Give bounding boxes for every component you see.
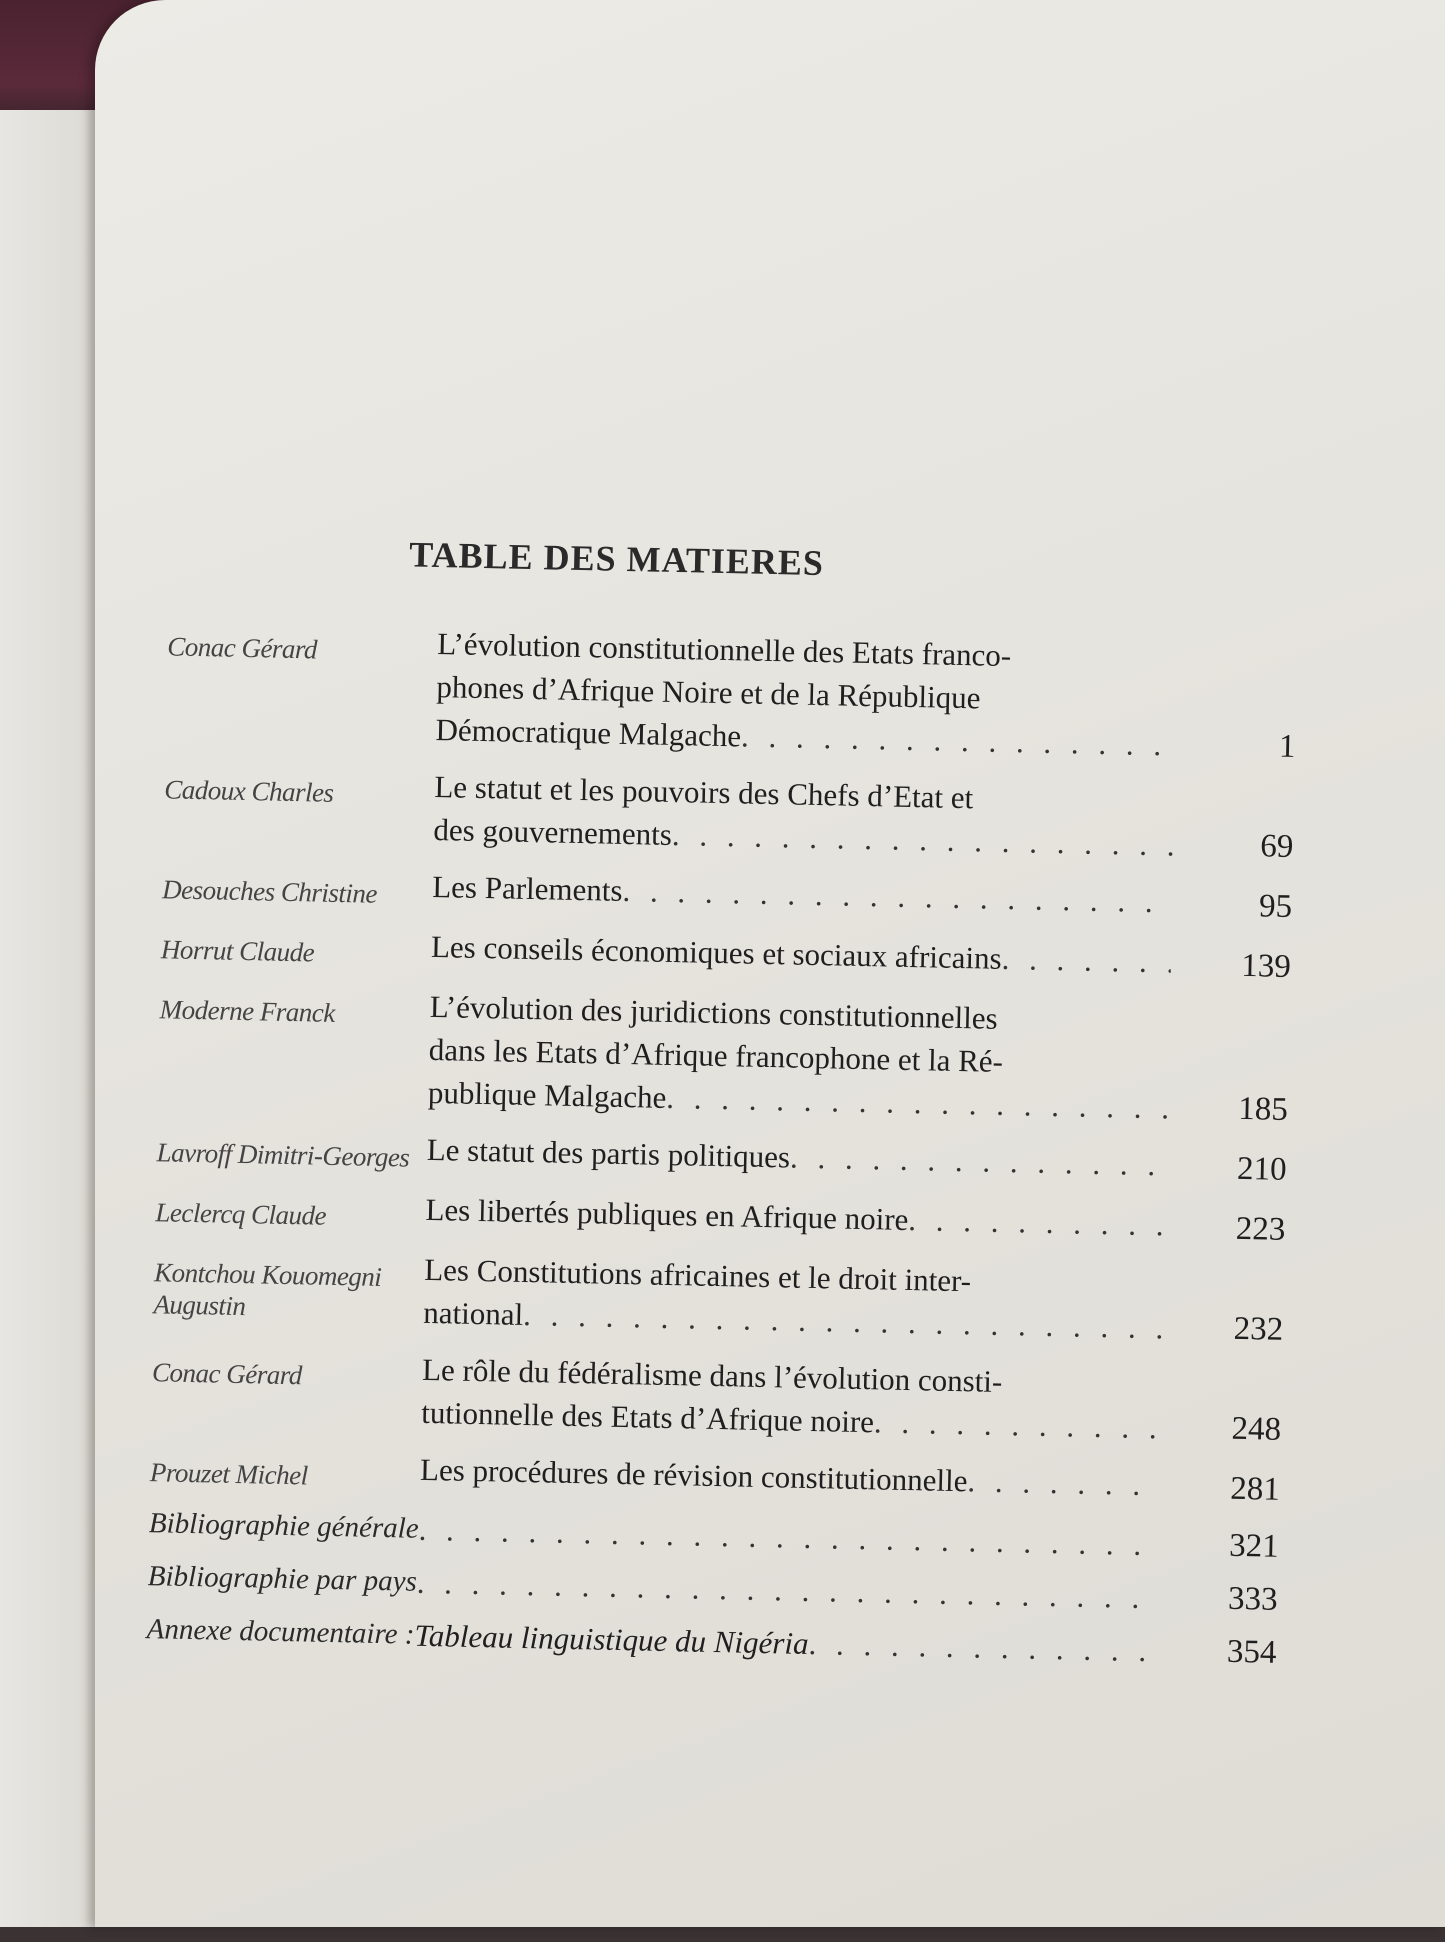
entry-title-line: Le statut des partis politiques xyxy=(426,1131,791,1175)
entry-title xyxy=(423,1248,1165,1349)
leader-dots xyxy=(908,1198,1166,1246)
back-matter-label: Bibliographie par pays xyxy=(147,1560,418,1598)
toc-entry xyxy=(165,616,1297,769)
entry-title-line: publique Malgache xyxy=(427,1074,667,1115)
entry-author: Horrut Claude xyxy=(160,934,315,968)
entry-author: Prouzet Michel xyxy=(149,1457,308,1491)
toc-entry xyxy=(163,759,1295,869)
toc-entry xyxy=(151,1342,1283,1452)
entry-author: Lavroff Dimitri-Georges xyxy=(156,1137,410,1173)
annex-label: Annexe documentaire : xyxy=(146,1613,415,1651)
leader-dots xyxy=(790,1136,1167,1187)
entry-page-number: 139 xyxy=(1240,947,1292,985)
page-title: TABLE DES MATIERES xyxy=(408,534,825,584)
entry-title xyxy=(420,1448,1161,1506)
leader-dots xyxy=(1001,937,1171,984)
toc-entries xyxy=(146,616,1298,1684)
entry-title-line: Les Constitutions africaines et le droit inter- xyxy=(423,1251,972,1299)
entry-title-line: Les conseils économiques et sociaux africains xyxy=(430,928,1003,976)
entry-title xyxy=(431,925,1172,983)
entry-title xyxy=(432,865,1173,923)
entry-page-number: 232 xyxy=(1233,1310,1284,1348)
entry-author: Kontchou Kouomegni Augustin xyxy=(153,1257,382,1322)
back-matter-label: Bibliographie générale xyxy=(148,1507,420,1545)
toc-entry xyxy=(156,1122,1287,1192)
leader-dots xyxy=(808,1622,1157,1672)
entry-page-number: 185 xyxy=(1237,1090,1289,1128)
entry-title xyxy=(425,1188,1166,1246)
back-matter-page-number: 333 xyxy=(1227,1580,1278,1618)
toc-entry xyxy=(155,1182,1286,1252)
entry-title-line: Le rôle du fédéralisme dans l’évolution consti- xyxy=(421,1351,1003,1399)
entry-page-number: 1 xyxy=(1278,728,1296,765)
entry-title xyxy=(421,1348,1163,1449)
entry-page-number: 95 xyxy=(1258,888,1293,925)
entry-title xyxy=(435,622,1178,766)
entry-title-line: Les Parlements xyxy=(431,868,623,908)
entry-page-number: 210 xyxy=(1236,1150,1287,1188)
entry-title xyxy=(428,985,1171,1129)
entry-page-number: 223 xyxy=(1235,1210,1286,1248)
entry-title-line: Démocratique Malgache xyxy=(435,711,742,754)
leader-dots xyxy=(666,1076,1168,1129)
entry-title xyxy=(433,765,1175,866)
toc-entry xyxy=(150,1442,1281,1512)
leader-dots xyxy=(622,869,1173,924)
entry-title-line: tutionnelle des Etats d’Afrique noire xyxy=(420,1394,875,1440)
entry-title xyxy=(426,1128,1167,1186)
leader-dots xyxy=(418,1508,1159,1566)
toc-entry xyxy=(158,979,1290,1132)
entry-title-line: phones d’Afrique Noire et de la République xyxy=(436,668,981,716)
entry-author: Cadoux Charles xyxy=(163,774,334,808)
leader-dots xyxy=(967,1459,1160,1506)
entry-author: Moderne Franck xyxy=(159,994,336,1028)
leader-dots xyxy=(671,813,1173,866)
entry-page-number: 281 xyxy=(1229,1470,1281,1508)
annex-title: Tableau linguistique du Nigéria xyxy=(414,1617,809,1661)
entry-author: Conac Gérard xyxy=(166,631,318,665)
entry-author: Conac Gérard xyxy=(151,1357,303,1391)
entry-title-line: des gouvernements xyxy=(433,811,673,852)
leader-dots xyxy=(416,1561,1158,1620)
entry-page-number: 69 xyxy=(1259,828,1294,865)
entry-title-line: dans les Etats d’Afrique francophone et la Ré- xyxy=(428,1031,1004,1079)
entry-title-line: Les procédures de révision constitutionnelle xyxy=(419,1451,968,1499)
toc-entry xyxy=(161,919,1292,989)
toc-entry xyxy=(162,859,1293,929)
entry-title-line: L’évolution constitutionnelle des Etats franco- xyxy=(437,626,1012,674)
annex-page-number: 354 xyxy=(1226,1633,1277,1671)
entry-title-line: L’évolution des juridictions constitutionnelles xyxy=(429,988,999,1036)
leader-dots xyxy=(874,1400,1162,1449)
toc-entry xyxy=(153,1242,1285,1352)
entry-title-line: Les libertés publiques en Afrique noire xyxy=(425,1191,909,1237)
entry-author: Leclercq Claude xyxy=(155,1197,327,1231)
leader-dots xyxy=(741,714,1176,766)
entry-author: Desouches Christine xyxy=(161,874,378,909)
entry-title-line: national xyxy=(423,1294,524,1332)
entry-title-line: Le statut et les pouvoirs des Chefs d’Etat et xyxy=(434,768,974,816)
back-matter-page-number: 321 xyxy=(1228,1527,1280,1565)
entry-page-number: 248 xyxy=(1231,1410,1282,1448)
